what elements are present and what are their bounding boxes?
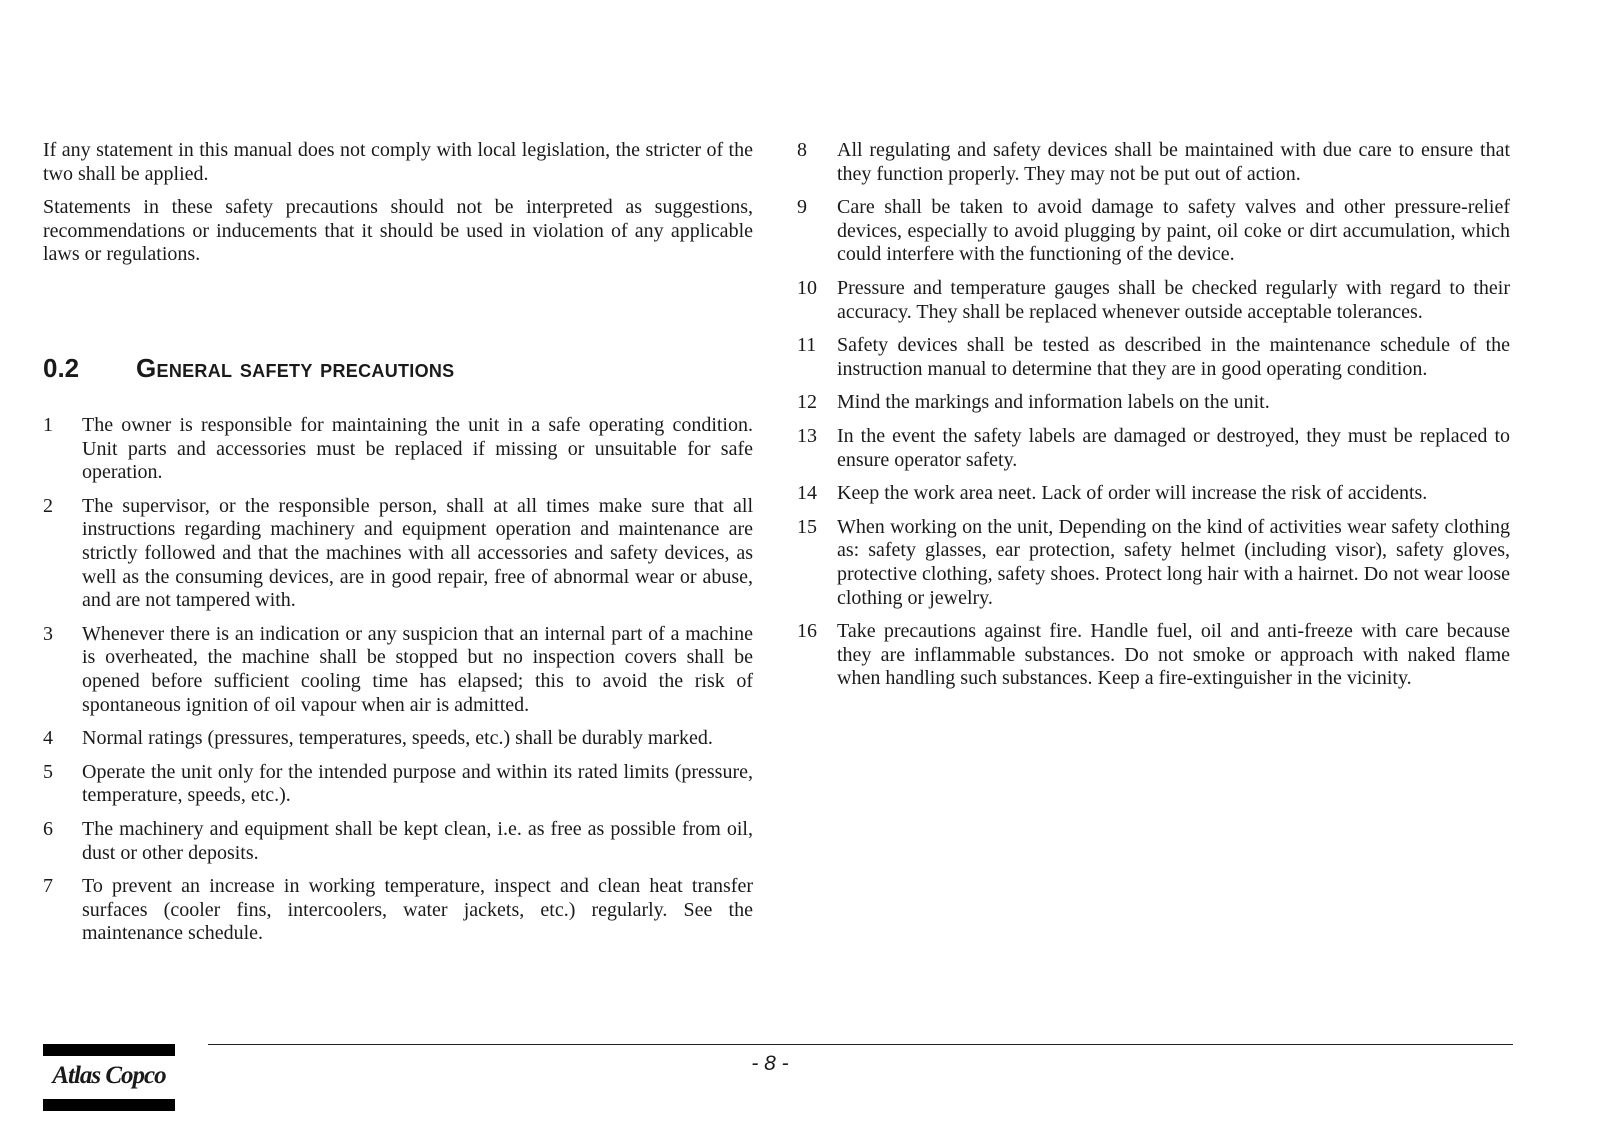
list-item <box>797 334 1510 381</box>
list-item <box>43 818 753 865</box>
item-text: Care shall be taken to avoid damage to safety valves and other pressure-relief devices, especially to avoid plugging by paint, oil coke or dirt accumulation, which could interfere with the functioning of the device. <box>837 196 1510 266</box>
item-text: In the event the safety labels are damaged or destroyed, they must be replaced to ensure operator safety. <box>837 424 1510 471</box>
page-number: - 8 - <box>751 1052 789 1075</box>
item-text: Operate the unit only for the intended purpose and within its rated limits (pressure, temperature, speeds, etc.). <box>82 760 753 807</box>
item-text: Safety devices shall be tested as described in the maintenance schedule of the instruction manual to determine that they are in good operating condition. <box>837 334 1510 380</box>
item-number: 9 <box>797 196 807 219</box>
item-text: Whenever there is an indication or any suspicion that an internal part of a machine is overheated, the machine shall be stopped but no inspection covers shall be opened before sufficient cooling time has elapsed; this to avoid the risk of spontaneous ignition of oil vapour when air is admitted. <box>82 622 753 716</box>
item-number: 13 <box>797 424 817 447</box>
list-item <box>43 414 753 485</box>
item-number: 4 <box>43 727 53 750</box>
item-number: 15 <box>797 515 817 538</box>
list-item <box>43 495 753 613</box>
item-number: 6 <box>43 817 53 840</box>
list-item <box>797 516 1510 610</box>
intro-paragraph-2: Statements in these safety precautions should not be interpreted as suggestions, recommendations or inducements that it should be used in violation of any applicable laws or regulations. <box>43 196 753 266</box>
item-text: The machinery and equipment shall be kept clean, i.e. as free as possible from oil, dust or other deposits. <box>82 817 753 864</box>
item-number: 5 <box>43 760 53 783</box>
list-item <box>797 482 1510 506</box>
item-number: 14 <box>797 482 817 505</box>
list-item <box>797 139 1510 186</box>
list-item <box>43 761 753 808</box>
item-text: The supervisor, or the responsible person, shall at all times make sure that all instructions regarding machinery and equipment operation and maintenance are strictly followed and that the machines with all accessories and safety devices, as well as the consuming devices, are in good repair, free of abnormal wear or abuse, and are not tampered with. <box>82 494 753 612</box>
item-number: 12 <box>797 391 817 414</box>
list-item <box>797 277 1510 324</box>
item-number: 11 <box>797 334 817 357</box>
precautions-list-right <box>797 139 1510 701</box>
list-item <box>797 391 1510 415</box>
item-number: 1 <box>43 414 53 436</box>
item-text: When working on the unit, Depending on the kind of activities wear safety clothing as: safety glasses, ear protection, safety helmet (including visor), safety gloves, protective clothing, safety shoes. Protect long hair with a hairnet. Do not wear loose clothing or jewelry. <box>837 515 1510 609</box>
atlas-copco-logo <box>43 1044 175 1111</box>
item-number: 10 <box>797 276 817 299</box>
item-text: Pressure and temperature gauges shall be checked regularly with regard to their accuracy. They shall be replaced whenever outside acceptable tolerances. <box>837 276 1510 323</box>
item-number: 3 <box>43 622 53 645</box>
list-item <box>43 623 753 717</box>
list-item <box>797 620 1510 691</box>
list-item <box>43 875 753 946</box>
item-text: Normal ratings (pressures, temperatures, speeds, etc.) shall be durably marked. <box>82 727 713 750</box>
item-text: The owner is responsible for maintaining the unit in a safe operating condition. Unit parts and accessories must be replaced if missing or unsuitable for safe operation. <box>82 414 753 484</box>
item-number: 2 <box>43 494 53 517</box>
item-text: Keep the work area neet. Lack of order will increase the risk of accidents. <box>837 482 1428 505</box>
item-text: Take precautions against fire. Handle fuel, oil and anti-freeze with care because they are inflammable substances. Do not smoke or approach with naked flame when handling such substances. Keep a fire-extinguisher in the vicinity. <box>837 620 1510 690</box>
item-text: Mind the markings and information labels on the unit. <box>837 391 1270 414</box>
section-title: General safety precautions <box>136 353 455 383</box>
intro-block <box>43 139 753 277</box>
section-heading <box>43 353 455 384</box>
item-number: 16 <box>797 620 817 643</box>
intro-paragraph-1: If any statement in this manual does not comply with local legislation, the stricter of the two shall be applied. <box>43 139 753 185</box>
logo-wordmark: Atlas Copco <box>52 1062 166 1089</box>
item-number: 7 <box>43 875 53 898</box>
logo-bottom-bar <box>43 1099 175 1111</box>
item-text: To prevent an increase in working temperature, inspect and clean heat transfer surfaces (cooler fins, intercoolers, water jackets, etc.) regularly. See the maintenance schedule. <box>82 875 753 945</box>
logo-top-bar <box>43 1044 175 1056</box>
list-item <box>43 727 753 751</box>
item-number: 8 <box>797 139 807 161</box>
footer-rule <box>208 1044 1513 1045</box>
precautions-list-left <box>43 414 753 956</box>
item-text: All regulating and safety devices shall be maintained with due care to ensure that they function properly. They may not be put out of action. <box>837 139 1510 185</box>
section-number: 0.2 <box>43 353 80 383</box>
list-item <box>797 425 1510 472</box>
list-item <box>797 196 1510 267</box>
